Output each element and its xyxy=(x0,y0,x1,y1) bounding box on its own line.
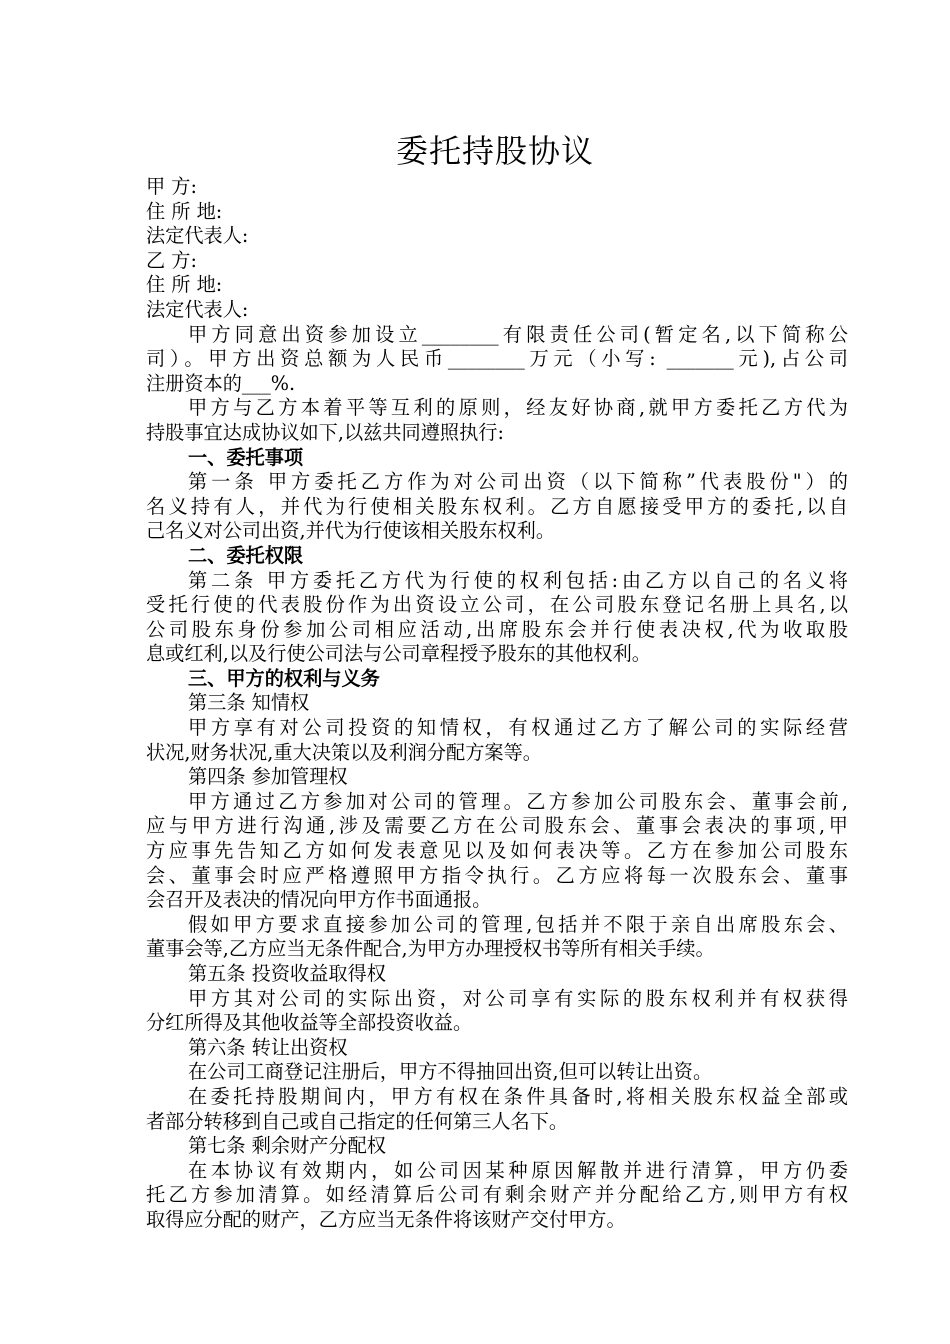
document-title: 委托持股协议 xyxy=(395,132,594,170)
document-line: 者部分转移到自己或自己指定的任何第三人名下。 xyxy=(146,1109,569,1133)
document-line: 甲方同意出资参加设立________有限责任公司(暂定名,以下简称公 xyxy=(188,322,848,346)
section-heading: 二、委托权限 xyxy=(188,543,304,567)
document-line: 第二条 甲方委托乙方代为行使的权利包括:由乙方以自己的名义将 xyxy=(188,568,848,592)
document-line: 假如甲方要求直接参加公司的管理,包括并不限于亲自出席股东会、 xyxy=(188,912,848,936)
document-line: 在委托持股期间内，甲方有权在条件具备时,将相关股东权益全部或 xyxy=(188,1084,848,1108)
document-line: 在本协议有效期内，如公司因某种原因解散并进行清算，甲方仍委 xyxy=(188,1158,848,1182)
document-line: 甲方其对公司的实际出资，对公司享有实际的股东权利并有权获得 xyxy=(188,986,848,1010)
document-line: 甲 方: xyxy=(146,175,197,198)
document-line: 状况,财务状况,重大决策以及利润分配方案等。 xyxy=(146,740,542,764)
document-line: 名义持有人，并代为行使相关股东权利。乙方自愿接受甲方的委托,以自 xyxy=(146,494,848,518)
document-line: 会召开及表决的情况向甲方作书面通报。 xyxy=(146,888,492,912)
document-line: 甲方享有对公司投资的知情权，有权通过乙方了解公司的实际经营 xyxy=(188,716,848,740)
document-line: 取得应分配的财产，乙方应当无条件将该财产交付甲方。 xyxy=(146,1207,626,1231)
document-line: 第三条 知情权 xyxy=(188,691,310,715)
document-body xyxy=(146,175,848,1233)
document-line: 甲方通过乙方参加对公司的管理。乙方参加公司股东会、董事会前, xyxy=(188,789,848,813)
document-line: 司）。甲方出资总额为人民币________万元（小写: _______元),占公司 xyxy=(146,347,848,371)
document-line: 受托行使的代表股份作为出资设立公司，在公司股东登记名册上具名,以 xyxy=(146,593,848,617)
document-line: 在公司工商登记注册后，甲方不得抽回出资,但可以转让出资。 xyxy=(188,1060,713,1084)
document-line: 第七条 剩余财产分配权 xyxy=(188,1134,386,1158)
document-line: 息或红利,以及行使公司法与公司章程授予股东的其他权利。 xyxy=(146,642,651,666)
document-line: 法定代表人: xyxy=(146,224,249,248)
document-line: 注册资本的___%. xyxy=(146,371,296,395)
section-heading: 三、甲方的权利与义务 xyxy=(188,666,380,690)
document-line: 第五条 投资收益取得权 xyxy=(188,962,386,985)
document-line: 董事会等,乙方应当无条件配合,为甲方办理授权书等所有相关手续。 xyxy=(146,937,715,961)
document-line: 分红所得及其他收益等全部投资收益。 xyxy=(146,1011,473,1035)
document-line: 方应事先告知乙方如何发表意见以及如何表决等。乙方在参加公司股东 xyxy=(146,839,848,863)
document-line: 己名义对公司出资,并代为行使该相关股东权利。 xyxy=(146,519,556,543)
section-heading: 一、委托事项 xyxy=(188,445,304,469)
document-line: 法定代表人: xyxy=(146,297,249,321)
document-line: 住 所 地: xyxy=(146,273,223,297)
document-line: 会、董事会时应严格遵照甲方指令执行。乙方应将每一次股东会、董事 xyxy=(146,863,848,887)
document-line: 第六条 转让出资权 xyxy=(188,1035,348,1059)
document-line: 住 所 地: xyxy=(146,199,223,223)
document-line: 持股事宜达成协议如下,以兹共同遵照执行: xyxy=(146,420,504,444)
document-line: 公司股东身份参加公司相应活动,出席股东会并行使表决权,代为收取股 xyxy=(146,617,848,641)
document-line: 应与甲方进行沟通,涉及需要乙方在公司股东会、董事会表决的事项,甲 xyxy=(146,814,848,838)
document-line: 第一条 甲方委托乙方作为对公司出资（以下简称”代表股份"）的 xyxy=(188,470,848,494)
document-line: 甲方与乙方本着平等互利的原则，经友好协商,就甲方委托乙方代为 xyxy=(188,396,848,420)
document-line: 第四条 参加管理权 xyxy=(188,765,348,789)
document-line: 托乙方参加清算。如经清算后公司有剩余财产并分配给乙方,则甲方有权 xyxy=(146,1183,848,1207)
document-line: 乙 方: xyxy=(146,248,197,272)
